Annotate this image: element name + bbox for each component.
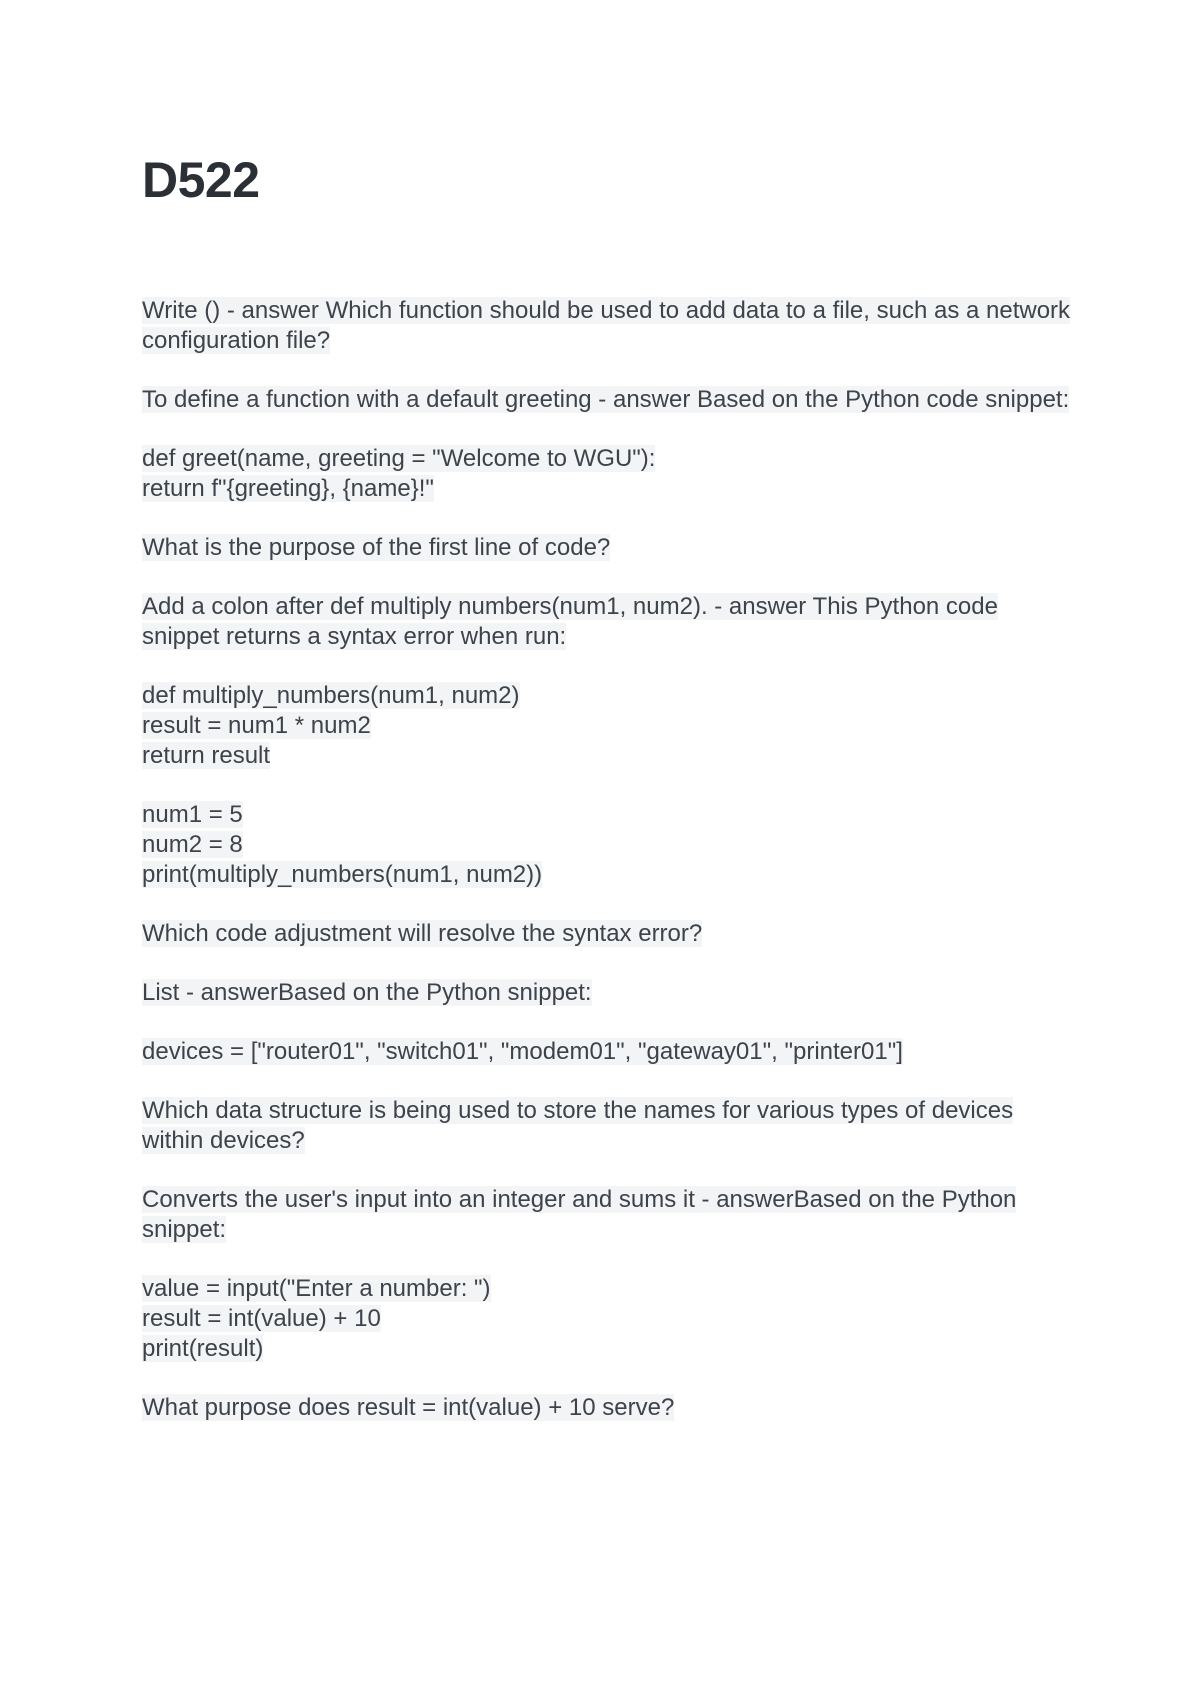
code-snippet <box>142 681 1072 771</box>
text-line: within devices? <box>142 1127 305 1154</box>
document-title: D522 <box>142 152 260 208</box>
paragraph <box>142 919 1072 949</box>
code-line: result = num1 * num2 <box>142 712 371 739</box>
code-line: devices = ["router01", "switch01", "modem01", "gateway01", "printer01"] <box>142 1038 903 1065</box>
paragraph <box>142 592 1072 652</box>
code-line: result = int(value) + 10 <box>142 1305 381 1332</box>
code-line: num2 = 8 <box>142 831 243 858</box>
paragraph <box>142 978 1072 1008</box>
text-line: What is the purpose of the first line of code? <box>142 534 611 561</box>
paragraph <box>142 533 1072 563</box>
text-line: List - answerBased on the Python snippet: <box>142 979 592 1006</box>
text-line: Converts the user's input into an integer and sums it - answerBased on the Python <box>142 1186 1017 1213</box>
text-line: Write () - answer Which function should be used to add data to a file, such as a network <box>142 297 1071 324</box>
paragraph <box>142 385 1072 415</box>
text-line: Which data structure is being used to store the names for various types of devices <box>142 1097 1014 1124</box>
code-line: print(multiply_numbers(num1, num2)) <box>142 861 543 888</box>
code-snippet <box>142 1037 1072 1067</box>
paragraph <box>142 296 1072 356</box>
paragraph <box>142 1096 1072 1156</box>
text-line: Which code adjustment will resolve the syntax error? <box>142 920 703 947</box>
paragraph <box>142 1393 1072 1423</box>
document-page <box>142 150 1072 1452</box>
code-line: def multiply_numbers(num1, num2) <box>142 682 520 709</box>
code-snippet <box>142 1274 1072 1364</box>
text-line: configuration file? <box>142 327 331 354</box>
code-line: return f"{greeting}, {name}!" <box>142 475 434 502</box>
code-snippet <box>142 444 1072 504</box>
text-line: To define a function with a default greeting - answer Based on the Python code snippet: <box>142 386 1070 413</box>
code-line: num1 = 5 <box>142 801 243 828</box>
code-line: print(result) <box>142 1335 264 1362</box>
paragraph <box>142 1185 1072 1245</box>
text-line: snippet: <box>142 1216 227 1243</box>
code-line: value = input("Enter a number: ") <box>142 1275 491 1302</box>
code-line: return result <box>142 742 271 769</box>
code-line: def greet(name, greeting = "Welcome to WGU"): <box>142 445 656 472</box>
text-line: What purpose does result = int(value) + 10 serve? <box>142 1394 675 1421</box>
code-snippet <box>142 800 1072 890</box>
text-line: Add a colon after def multiply numbers(num1, num2). - answer This Python code <box>142 593 998 620</box>
text-line: snippet returns a syntax error when run: <box>142 623 567 650</box>
